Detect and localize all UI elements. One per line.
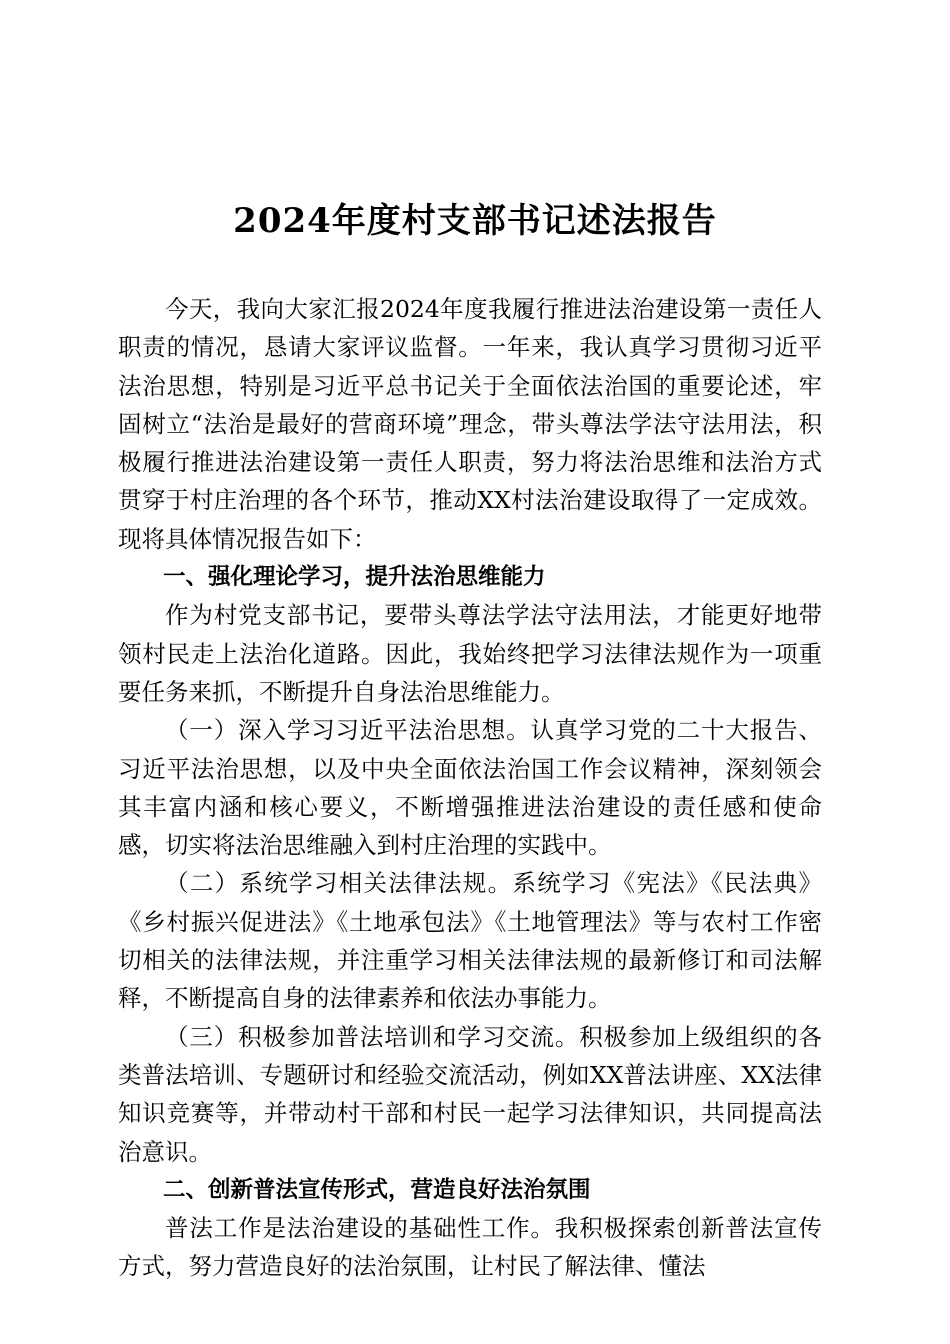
intro-paragraph: 今天，我向大家汇报2024年度我履行推进法治建设第一责任人职责的情况，恳请大家评议监督。一年来，我认真学习贯彻习近平法治思想，特别是习近平总书记关于全面依法治国的重要论述，牢固树立“法治是最好的营商环境”理念，带头尊法学法守法用法，积极履行推进法治建设第一责任人职责，努力将法治思维和法治方式贯穿于村庄治理的各个环节，推动XX村法治建设取得了一定成效。现将具体情况报告如下： (118, 295, 822, 553)
section-1-item-2: （二）系统学习相关法律法规。系统学习《宪法》《民法典》《乡村振兴促进法》《土地承包法》《土地管理法》等与农村工作密切相关的法律法规，并注重学习相关法律法规的最新修订和司法解释，不断提高自身的法律素养和依法办事能力。 (118, 869, 822, 1013)
document-title: 2024年度村支部书记述法报告 (233, 201, 717, 241)
section-1-item-3: （三）积极参加普法培训和学习交流。积极参加上级组织的各类普法培训、专题研讨和经验交流活动，例如XX普法讲座、XX法律知识竞赛等，并带动村干部和村民一起学习法律知识，共同提高法治意识。 (118, 1022, 822, 1166)
section-1-item-1: （一）深入学习习近平法治思想。认真学习党的二十大报告、习近平法治思想，以及中央全面依法治国工作会议精神，深刻领会其丰富内涵和核心要义，不断增强推进法治建设的责任感和使命感，切实将法治思维融入到村庄治理的实践中。 (118, 716, 822, 860)
section-2-heading: 二、创新普法宣传形式，营造良好法治氛围 (163, 1176, 591, 1203)
document-body (118, 290, 822, 1286)
section-1-heading: 一、强化理论学习，提升法治思维能力 (163, 564, 546, 591)
section-1-paragraph: 作为村党支部书记，要带头尊法学法守法用法，才能更好地带领村民走上法治化道路。因此，我始终把学习法律法规作为一项重要任务来抓，不断提升自身法治思维能力。 (118, 601, 822, 706)
section-2-paragraph: 普法工作是法治建设的基础性工作。我积极探索创新普法宣传方式，努力营造良好的法治氛围，让村民了解法律、懂法 (118, 1214, 822, 1281)
